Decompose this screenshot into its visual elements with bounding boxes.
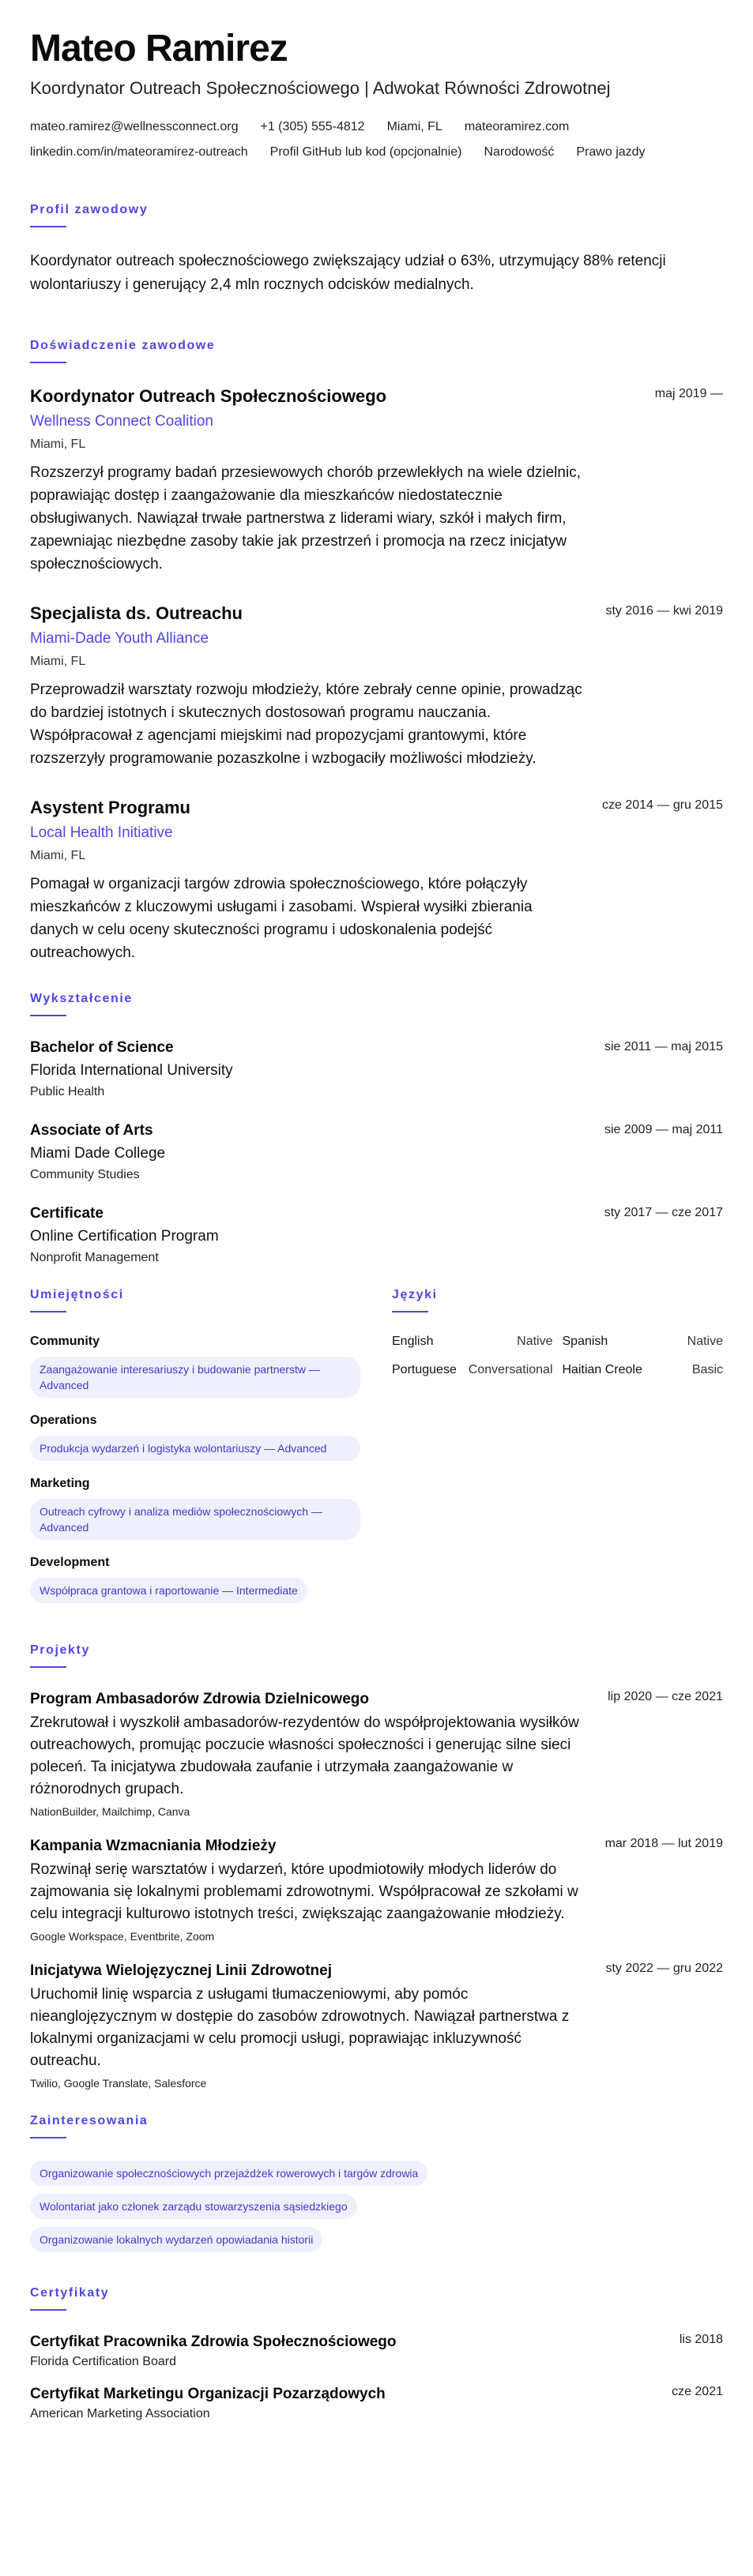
certification-title: Certyfikat Marketingu Organizacji Pozarządowych	[30, 2386, 386, 2402]
degree: Associate of Arts	[30, 1122, 153, 1139]
language-item	[392, 1363, 553, 1377]
skill-category: Marketing	[30, 1477, 90, 1490]
field-of-study: Community Studies	[30, 1168, 140, 1181]
project-tools: NationBuilder, Mailchimp, Canva	[30, 1805, 190, 1818]
certification-entry	[30, 2333, 723, 2369]
experience-section	[30, 338, 723, 964]
job-dates: sty 2016 — kwi 2019	[605, 604, 723, 618]
skill-pill: Produkcja wydarzeń i logistyka wolontariuszy — Advanced	[30, 1436, 360, 1461]
project-title: Kampania Wzmacniania Młodzieży	[30, 1838, 277, 1854]
certifications-section	[30, 2285, 723, 2421]
contact-email[interactable]: mateo.ramirez@wellnessconnect.org	[30, 120, 239, 133]
certification-entry	[30, 2385, 723, 2421]
skills-section	[30, 1287, 360, 1619]
projects-section	[30, 1643, 723, 2090]
language-item	[392, 1335, 553, 1349]
job-description: Rozszerzył programy badań przesiewowych chorób przewlekłych na wiele dzielnic, poprawiając dostęp i zaangażowanie dla mieszkańców niedostatecznie obsługiwanych. Nawiązał trwałe partnerstwa z liderami wiary, szkół i małych firm, zapewniając niezbędne zasoby takie jak przestrzeń i promocja na rzecz inicjatyw społecznościowych.	[30, 464, 581, 573]
section-divider	[30, 1311, 66, 1312]
contact-location: Miami, FL	[386, 120, 442, 133]
project-entry	[30, 1837, 723, 1943]
section-title: Umiejętności	[30, 1288, 124, 1301]
certification-date: cze 2021	[672, 2385, 723, 2398]
interests-list	[30, 2161, 723, 2252]
language-name: Spanish	[562, 1335, 608, 1348]
experience-entry	[30, 385, 723, 576]
project-description: Uruchomił linię wsparcia z usługami tłumaczeniowymi, aby pomóc nieanglojęzycznym w dostępie do zasobów zdrowotnych. Nawiązał partnerstwa z lokalnymi organizacjami w celu promocji usługi, poprawiając inkluzywność outreachu.	[30, 1986, 570, 2069]
project-title: Program Ambasadorów Zdrowia Dzielnicowego	[30, 1691, 369, 1707]
interest-pill: Organizowanie społecznościowych przejażdżek rowerowych i targów zdrowia	[30, 2161, 427, 2186]
skill-pill: Zaangażowanie interesariuszy i budowanie partnerstw — Advanced	[30, 1357, 360, 1398]
job-description: Przeprowadził warsztaty rozwoju młodzieży, które zebrały cenne opinie, prowadząc do bardziej istotnych i skutecznych dostosowań programu nauczania. Współpracował z agencjami miejskimi nad propozycjami grantowymi, które rozszerzyły programowanie pozaszkolne i wzbogaciły możliwości młodzieży.	[30, 682, 582, 767]
job-location: Miami, FL	[30, 655, 86, 668]
skill-category: Development	[30, 1556, 110, 1569]
contact-phone[interactable]: +1 (305) 555-4812	[260, 120, 365, 133]
job-title: Koordynator Outreach Społecznościowego	[30, 386, 387, 406]
language-name: Portuguese	[392, 1363, 457, 1376]
contact-linkedin[interactable]: linkedin.com/in/mateoramirez-outreach	[30, 145, 248, 159]
language-level: Basic	[691, 1363, 723, 1376]
section-title: Projekty	[30, 1643, 90, 1657]
job-location: Miami, FL	[30, 849, 86, 862]
candidate-name: Mateo Ramirez	[30, 28, 288, 69]
education-section	[30, 991, 723, 1265]
contact-github[interactable]: Profil GitHub lub kod (opcjonalnie)	[269, 145, 462, 159]
project-tools: Google Workspace, Eventbrite, Zoom	[30, 1930, 215, 1943]
school: Miami Dade College	[30, 1145, 166, 1162]
section-title: Języki	[392, 1288, 438, 1301]
job-title: Specjalista ds. Outreachu	[30, 603, 243, 623]
section-divider	[30, 226, 66, 227]
language-name: Haitian Creole	[562, 1363, 642, 1376]
school: Florida International University	[30, 1062, 233, 1079]
section-title: Wykształcenie	[30, 992, 133, 1005]
section-divider	[30, 1015, 66, 1016]
skill-group	[30, 1335, 360, 1398]
section-title: Profil zawodowy	[30, 203, 149, 216]
degree: Bachelor of Science	[30, 1039, 174, 1056]
employer[interactable]: Miami-Dade Youth Alliance	[30, 630, 209, 647]
contact-nationality: Narodowość	[484, 145, 555, 159]
candidate-headline: Koordynator Outreach Społecznościowego | Adwokat Równości Zdrowotnej	[30, 78, 611, 98]
certification-issuer: American Marketing Association	[30, 2407, 210, 2420]
field-of-study: Public Health	[30, 1085, 105, 1098]
skill-group	[30, 1556, 360, 1603]
section-title: Zainteresowania	[30, 2114, 149, 2127]
language-item	[563, 1335, 724, 1349]
language-level: Native	[687, 1335, 723, 1348]
language-level: Native	[517, 1335, 553, 1348]
project-description: Zrekrutował i wyszkolił ambasadorów-rezydentów do współprojektowania wysiłków outreachowych, promując poczucie własności społeczności i generując silne sieci poleceń. Ta inicjatywa zbudowała zaufanie i utrzymała zaangażowanie w różnorodnych grupach.	[30, 1714, 579, 1797]
language-level: Conversational	[468, 1363, 553, 1376]
skill-category: Operations	[30, 1414, 97, 1427]
experience-entry	[30, 603, 723, 770]
education-entry	[30, 1204, 723, 1265]
profile-section	[30, 202, 723, 297]
contact-website[interactable]: mateoramirez.com	[464, 120, 570, 133]
degree: Certificate	[30, 1205, 104, 1222]
job-title: Asystent Programu	[30, 798, 190, 817]
education-dates: sty 2017 — cze 2017	[604, 1206, 723, 1219]
resume-header	[30, 28, 723, 161]
section-divider	[30, 2137, 66, 2139]
education-entry	[30, 1121, 723, 1182]
skill-group	[30, 1414, 360, 1461]
experience-entry	[30, 797, 723, 964]
employer[interactable]: Local Health Initiative	[30, 824, 173, 841]
languages-section	[392, 1287, 723, 1619]
job-dates: cze 2014 — gru 2015	[602, 798, 723, 812]
job-dates: maj 2019 —	[654, 387, 723, 400]
project-dates: sty 2022 — gru 2022	[605, 1962, 723, 1975]
project-dates: lip 2020 — cze 2021	[608, 1690, 723, 1703]
interest-pill: Wolontariat jako członek zarządu stowarzyszenia sąsiedzkiego	[30, 2194, 357, 2219]
education-dates: sie 2009 — maj 2011	[604, 1123, 723, 1136]
education-entry	[30, 1038, 723, 1099]
certification-date: lis 2018	[679, 2333, 723, 2346]
language-item	[563, 1363, 724, 1377]
certification-title: Certyfikat Pracownika Zdrowia Społecznościowego	[30, 2334, 397, 2350]
field-of-study: Nonprofit Management	[30, 1251, 159, 1264]
section-divider	[30, 1666, 66, 1668]
section-divider	[30, 2309, 66, 2311]
interest-pill: Organizowanie lokalnych wydarzeń opowiadania historii	[30, 2227, 322, 2252]
skill-pill: Outreach cyfrowy i analiza mediów społecznościowych — Advanced	[30, 1499, 360, 1540]
job-description: Pomagał w organizacji targów zdrowia społecznościowego, które połączyły mieszkańców z kluczowymi usługami i zasobami. Wspierał wysiłki zbierania danych w celu oceny skuteczności programu i udoskonalenia podejść outreachowych.	[30, 876, 533, 961]
section-divider	[392, 1311, 428, 1312]
language-name: English	[392, 1335, 434, 1348]
contact-driving-license: Prawo jazdy	[576, 145, 646, 159]
project-description: Rozwinął serię warsztatów i wydarzeń, które upodmiotowiły młodych liderów do zajmowania się lokalnymi problemami zdrowotnymi. Współpracował ze szkołami w celu integracji kulturowo istotnych treści, zwiększając zaangażowanie młodzieży.	[30, 1861, 578, 1922]
job-location: Miami, FL	[30, 437, 86, 451]
skill-group	[30, 1477, 360, 1540]
languages-list	[392, 1335, 723, 1377]
school: Online Certification Program	[30, 1228, 219, 1245]
project-entry	[30, 1690, 723, 1818]
section-divider	[30, 362, 66, 363]
project-title: Inicjatywa Wielojęzycznej Linii Zdrowotnej	[30, 1962, 333, 1979]
contact-info	[30, 118, 723, 161]
project-dates: mar 2018 — lut 2019	[604, 1837, 723, 1850]
section-title: Certyfikaty	[30, 2286, 110, 2300]
education-dates: sie 2011 — maj 2015	[604, 1040, 723, 1053]
skills-languages-row	[30, 1287, 723, 1619]
project-entry	[30, 1962, 723, 2090]
certification-issuer: Florida Certification Board	[30, 2355, 176, 2368]
section-title: Doświadczenie zawodowe	[30, 339, 216, 352]
skill-pill: Współpraca grantowa i raportowanie — Intermediate	[30, 1578, 307, 1603]
employer[interactable]: Wellness Connect Coalition	[30, 413, 213, 430]
skill-category: Community	[30, 1335, 100, 1348]
project-tools: Twilio, Google Translate, Salesforce	[30, 2077, 207, 2090]
profile-summary: Koordynator outreach społecznościowego zwiększający udział o 63%, utrzymujący 88% retencji wolontariuszy i generujący 2,4 mln rocznych odcisków medialnych.	[30, 253, 666, 293]
interests-section	[30, 2113, 723, 2252]
